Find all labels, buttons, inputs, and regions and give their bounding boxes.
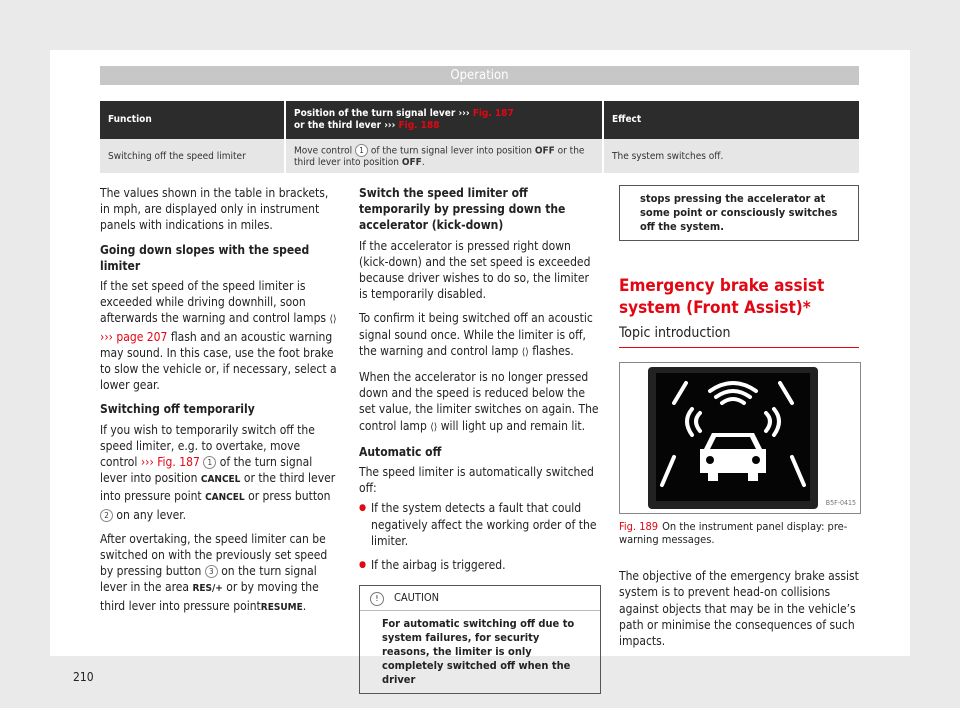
- table-header-row: [100, 101, 859, 139]
- page-header: Operation: [100, 66, 859, 85]
- th-effect: Effect: [603, 101, 859, 139]
- figure-code: B5F-0415: [825, 499, 856, 507]
- kick-p1: If the accelerator is pressed right down (kick-down) and the set speed is exceeded because driver wishes to do so, the limiter is temporarily disabled.: [359, 238, 591, 302]
- front-assist-paragraph: The objective of the emergency brake assist system is to prevent head-on collisions against objects that may be in the vehicle’s path or minimise the consequences of such impacts.: [619, 569, 859, 649]
- slopes-paragraph: If the set speed of the speed limiter is exceeded while driving downhill, soon afterwards the warning and control lamps ⟨⟩ ››› page 207 flash and an acoustic warning may sound. In this case, use the foot brake to slow the vehicle or, if necessary, select a lower gear.: [100, 279, 337, 393]
- caution-body: For automatic switching off due to system failures, for security reasons, the limiter is only completely switched off when the driver: [382, 617, 575, 687]
- callout-1: 1: [355, 144, 368, 157]
- fig-187-ref[interactable]: ››› Fig. 187: [140, 455, 200, 470]
- temp-paragraph: If you wish to temporarily switch off the speed limiter, e.g. to overtake, move control ››› Fig. 187 1 of the turn signal lever into position CANCEL or the third lever into pressure point CANCEL or press button 2 on any lever.: [100, 422, 336, 522]
- kick-p2: To confirm it being switched off an acoustic signal sound once. While the limiter is off, the warning and control lamp ⟨⟩ flashes.: [359, 310, 601, 361]
- function-table: [100, 101, 859, 173]
- column-3: [619, 185, 859, 657]
- caution-title: ! CAUTION: [360, 586, 600, 611]
- page: [50, 50, 910, 687]
- list-item: ● If the airbag is triggered.: [359, 557, 601, 573]
- auto-p: The speed limiter is automatically switched off:: [359, 465, 594, 496]
- callout-2: 2: [100, 509, 113, 522]
- caution-continued: stops pressing the accelerator at some point or consciously switches off the system.: [619, 185, 859, 241]
- front-assist-car-icon: [656, 373, 810, 501]
- section-title: Emergency brake assist system (Front Assist)*: [619, 276, 825, 318]
- heading-temp: Switching off temporarily: [100, 402, 255, 417]
- speed-limiter-lamp-icon: ⟨⟩: [521, 346, 529, 358]
- fig-187-link[interactable]: Fig. 187: [472, 108, 514, 119]
- th-function: Function: [100, 101, 285, 139]
- caution-icon: !: [370, 592, 384, 606]
- page-207-link[interactable]: ››› page 207: [100, 329, 168, 344]
- cell-effect: The system switches off.: [603, 139, 859, 173]
- kick-p3: When the accelerator is no longer pressed down and the speed is reduced below the set value, the limiter switches on again. The control lamp ⟨⟩ will light up and remain lit.: [359, 369, 601, 436]
- fig-188-link[interactable]: Fig. 188: [398, 120, 440, 131]
- th-position: Position of the turn signal lever ››› Fig. 187 or the third lever ››› Fig. 188: [285, 101, 603, 139]
- cell-function: Switching off the speed limiter: [100, 139, 285, 173]
- caution-box: [359, 585, 601, 694]
- cell-position: Move control 1 of the turn signal lever into position OFF or the third lever into position OFF.: [285, 139, 603, 173]
- heading-kickdown: Switch the speed limiter off temporarily by pressing down the accelerator (kick-down): [359, 186, 566, 233]
- after-paragraph: After overtaking, the speed limiter can be switched on with the previously set speed by pressing button 3 on the turn signal lever in the area RES/+ or by moving the third lever into pressure pointRESUME.: [100, 531, 328, 613]
- callout-1: 1: [203, 456, 216, 469]
- speed-limiter-lamp-icon: ⟨⟩: [329, 314, 337, 326]
- fig-189-label: Fig. 189: [619, 520, 659, 534]
- heading-slopes: Going down slopes with the speed limiter: [100, 242, 310, 273]
- heading-auto-off: Automatic off: [359, 444, 442, 459]
- callout-3: 3: [205, 565, 218, 578]
- page-number: 210: [73, 670, 94, 684]
- list-item: ● If the system detects a fault that could negatively affect the working order of the limiter.: [359, 500, 601, 549]
- intro-paragraph: The values shown in the table in brackets, in mph, are displayed only in instrument panels with indications in miles.: [100, 186, 329, 233]
- column-1: [100, 185, 340, 624]
- column-2: [359, 185, 601, 694]
- figure-caption: Fig. 189 On the instrument panel display: pre-warning messages.: [619, 520, 848, 547]
- instrument-display: [648, 367, 818, 509]
- speed-limiter-lamp-icon: ⟨⟩: [430, 421, 438, 433]
- figure-189: [619, 362, 861, 514]
- topic-intro-heading: Topic introduction: [619, 325, 859, 348]
- table-row: [100, 139, 859, 173]
